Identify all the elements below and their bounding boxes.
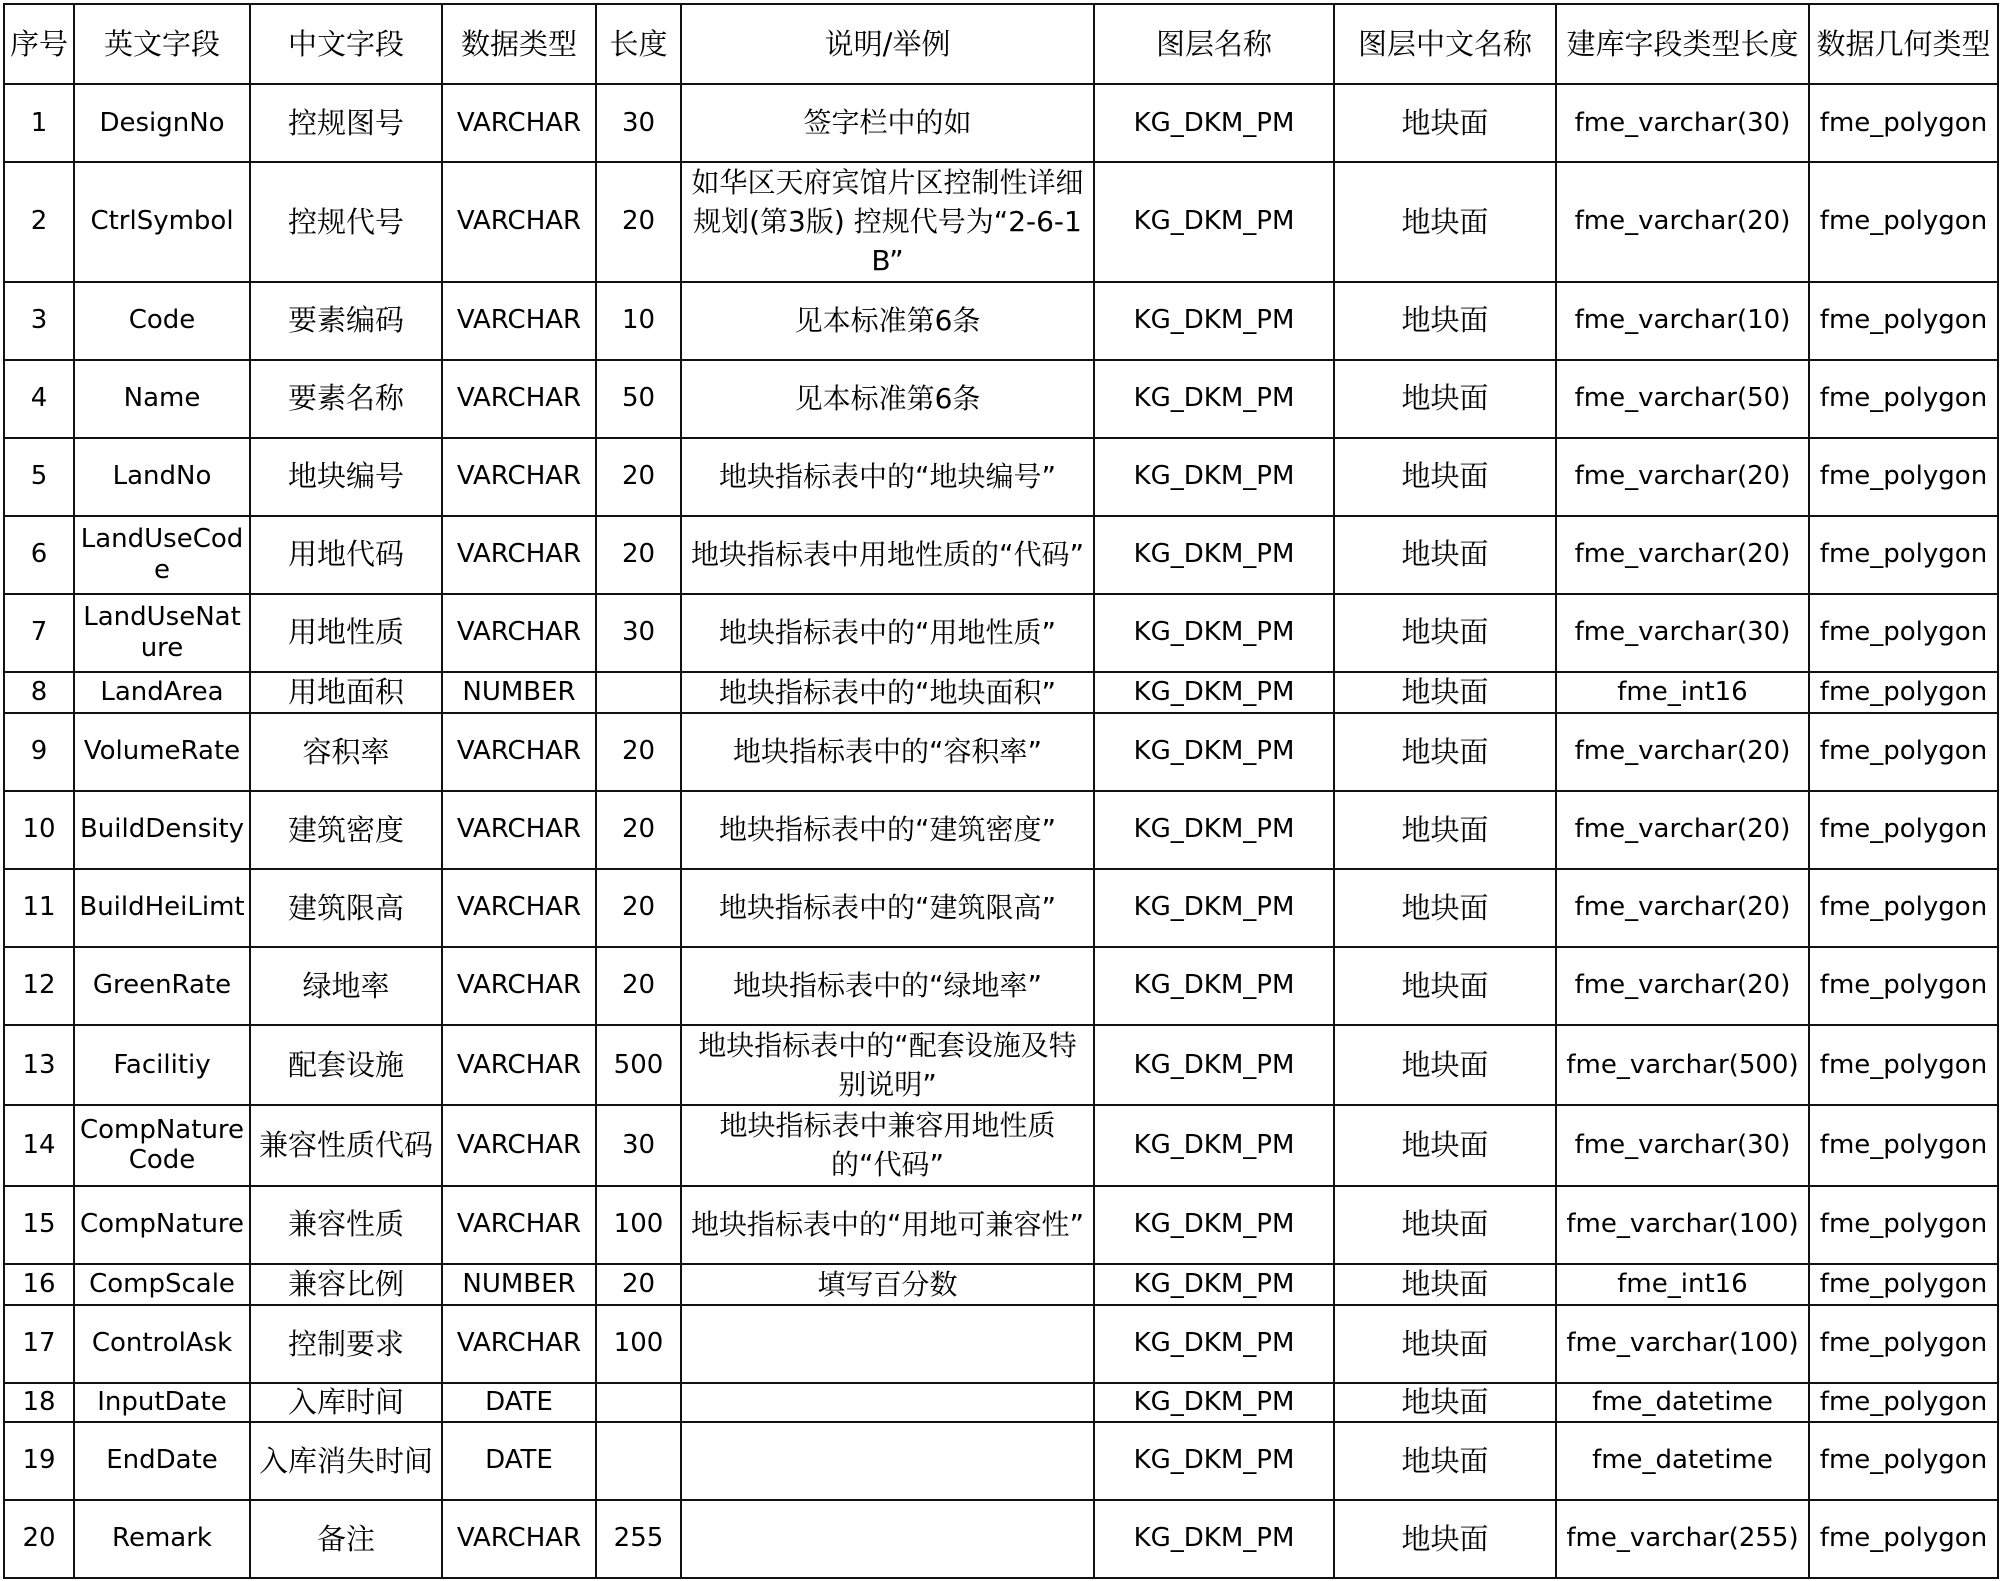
table-body bbox=[4, 84, 1998, 1578]
cell-data-type: VARCHAR bbox=[442, 1105, 596, 1185]
cell-length: 20 bbox=[596, 713, 681, 791]
header-cell-length: 长度 bbox=[596, 4, 681, 84]
cell-cn-field: 容积率 bbox=[250, 713, 442, 791]
cell-data-type: VARCHAR bbox=[442, 438, 596, 516]
cell-layer-cn-name: 地块面 bbox=[1334, 282, 1556, 360]
cell-en-field: BuildDensity bbox=[74, 791, 250, 869]
cell-geometry-type: fme_polygon bbox=[1809, 84, 1998, 162]
cell-description bbox=[681, 1500, 1094, 1578]
cell-db-field-type: fme_varchar(20) bbox=[1556, 791, 1809, 869]
cell-cn-field: 入库消失时间 bbox=[250, 1422, 442, 1500]
cell-description: 地块指标表中兼容用地性质的“代码” bbox=[681, 1105, 1094, 1185]
cell-length bbox=[596, 1422, 681, 1500]
header-cell-cn-field: 中文字段 bbox=[250, 4, 442, 84]
cell-description: 地块指标表中的“地块编号” bbox=[681, 438, 1094, 516]
cell-layer-name: KG_DKM_PM bbox=[1094, 1186, 1334, 1264]
table-row bbox=[4, 1105, 1998, 1185]
cell-no: 20 bbox=[4, 1500, 74, 1578]
cell-data-type: VARCHAR bbox=[442, 84, 596, 162]
cell-geometry-type: fme_polygon bbox=[1809, 516, 1998, 594]
cell-description: 填写百分数 bbox=[681, 1264, 1094, 1305]
cell-description: 地块指标表中的“地块面积” bbox=[681, 672, 1094, 713]
cell-no: 12 bbox=[4, 947, 74, 1025]
cell-no: 11 bbox=[4, 869, 74, 947]
cell-cn-field: 控制要求 bbox=[250, 1305, 442, 1383]
cell-cn-field: 用地代码 bbox=[250, 516, 442, 594]
cell-geometry-type: fme_polygon bbox=[1809, 438, 1998, 516]
cell-en-field: Remark bbox=[74, 1500, 250, 1578]
cell-layer-cn-name: 地块面 bbox=[1334, 1383, 1556, 1422]
cell-cn-field: 地块编号 bbox=[250, 438, 442, 516]
cell-data-type: VARCHAR bbox=[442, 594, 596, 672]
cell-layer-cn-name: 地块面 bbox=[1334, 84, 1556, 162]
cell-en-field: VolumeRate bbox=[74, 713, 250, 791]
cell-layer-cn-name: 地块面 bbox=[1334, 1105, 1556, 1185]
cell-layer-name: KG_DKM_PM bbox=[1094, 594, 1334, 672]
cell-no: 15 bbox=[4, 1186, 74, 1264]
cell-layer-cn-name: 地块面 bbox=[1334, 947, 1556, 1025]
table-row bbox=[4, 869, 1998, 947]
cell-layer-cn-name: 地块面 bbox=[1334, 162, 1556, 282]
cell-db-field-type: fme_varchar(30) bbox=[1556, 84, 1809, 162]
cell-data-type: VARCHAR bbox=[442, 1186, 596, 1264]
table-row bbox=[4, 1186, 1998, 1264]
cell-cn-field: 兼容性质代码 bbox=[250, 1105, 442, 1185]
cell-layer-cn-name: 地块面 bbox=[1334, 1025, 1556, 1105]
cell-description bbox=[681, 1422, 1094, 1500]
cell-no: 7 bbox=[4, 594, 74, 672]
cell-data-type: VARCHAR bbox=[442, 162, 596, 282]
cell-db-field-type: fme_varchar(100) bbox=[1556, 1186, 1809, 1264]
cell-length: 20 bbox=[596, 438, 681, 516]
cell-db-field-type: fme_varchar(30) bbox=[1556, 594, 1809, 672]
cell-description: 地块指标表中的“建筑限高” bbox=[681, 869, 1094, 947]
table-row bbox=[4, 1025, 1998, 1105]
cell-data-type: DATE bbox=[442, 1422, 596, 1500]
cell-layer-name: KG_DKM_PM bbox=[1094, 438, 1334, 516]
cell-data-type: VARCHAR bbox=[442, 1305, 596, 1383]
cell-geometry-type: fme_polygon bbox=[1809, 869, 1998, 947]
cell-description: 地块指标表中的“绿地率” bbox=[681, 947, 1094, 1025]
cell-db-field-type: fme_varchar(20) bbox=[1556, 438, 1809, 516]
cell-en-field: Name bbox=[74, 360, 250, 438]
cell-en-field: CompScale bbox=[74, 1264, 250, 1305]
cell-description: 地块指标表中的“建筑密度” bbox=[681, 791, 1094, 869]
cell-description: 地块指标表中的“用地性质” bbox=[681, 594, 1094, 672]
cell-cn-field: 备注 bbox=[250, 1500, 442, 1578]
cell-db-field-type: fme_varchar(100) bbox=[1556, 1305, 1809, 1383]
cell-geometry-type: fme_polygon bbox=[1809, 1025, 1998, 1105]
cell-db-field-type: fme_int16 bbox=[1556, 672, 1809, 713]
cell-description: 地块指标表中用地性质的“代码” bbox=[681, 516, 1094, 594]
cell-layer-name: KG_DKM_PM bbox=[1094, 672, 1334, 713]
cell-geometry-type: fme_polygon bbox=[1809, 947, 1998, 1025]
cell-en-field: InputDate bbox=[74, 1383, 250, 1422]
table-row bbox=[4, 1264, 1998, 1305]
cell-geometry-type: fme_polygon bbox=[1809, 162, 1998, 282]
cell-length: 100 bbox=[596, 1305, 681, 1383]
cell-length: 50 bbox=[596, 360, 681, 438]
cell-en-field: ControlAsk bbox=[74, 1305, 250, 1383]
cell-geometry-type: fme_polygon bbox=[1809, 791, 1998, 869]
cell-layer-name: KG_DKM_PM bbox=[1094, 84, 1334, 162]
cell-length: 500 bbox=[596, 1025, 681, 1105]
cell-db-field-type: fme_varchar(20) bbox=[1556, 947, 1809, 1025]
cell-length bbox=[596, 1383, 681, 1422]
table-row bbox=[4, 516, 1998, 594]
cell-en-field: CompNatureCode bbox=[74, 1105, 250, 1185]
cell-db-field-type: fme_varchar(20) bbox=[1556, 713, 1809, 791]
cell-cn-field: 兼容性质 bbox=[250, 1186, 442, 1264]
header-cell-en-field: 英文字段 bbox=[74, 4, 250, 84]
cell-db-field-type: fme_varchar(500) bbox=[1556, 1025, 1809, 1105]
cell-en-field: CtrlSymbol bbox=[74, 162, 250, 282]
cell-no: 3 bbox=[4, 282, 74, 360]
table-row bbox=[4, 791, 1998, 869]
cell-db-field-type: fme_varchar(255) bbox=[1556, 1500, 1809, 1578]
cell-data-type: VARCHAR bbox=[442, 1500, 596, 1578]
cell-geometry-type: fme_polygon bbox=[1809, 1422, 1998, 1500]
cell-cn-field: 建筑密度 bbox=[250, 791, 442, 869]
table-row bbox=[4, 713, 1998, 791]
cell-cn-field: 用地性质 bbox=[250, 594, 442, 672]
cell-en-field: Facilitiy bbox=[74, 1025, 250, 1105]
table-row bbox=[4, 1383, 1998, 1422]
cell-cn-field: 入库时间 bbox=[250, 1383, 442, 1422]
cell-layer-name: KG_DKM_PM bbox=[1094, 1264, 1334, 1305]
cell-layer-name: KG_DKM_PM bbox=[1094, 1025, 1334, 1105]
cell-layer-cn-name: 地块面 bbox=[1334, 438, 1556, 516]
cell-cn-field: 控规图号 bbox=[250, 84, 442, 162]
cell-layer-name: KG_DKM_PM bbox=[1094, 791, 1334, 869]
table-row bbox=[4, 1422, 1998, 1500]
cell-data-type: NUMBER bbox=[442, 1264, 596, 1305]
cell-layer-cn-name: 地块面 bbox=[1334, 791, 1556, 869]
cell-layer-cn-name: 地块面 bbox=[1334, 1500, 1556, 1578]
cell-db-field-type: fme_varchar(30) bbox=[1556, 1105, 1809, 1185]
cell-no: 9 bbox=[4, 713, 74, 791]
cell-db-field-type: fme_datetime bbox=[1556, 1383, 1809, 1422]
cell-no: 16 bbox=[4, 1264, 74, 1305]
cell-en-field: DesignNo bbox=[74, 84, 250, 162]
cell-length: 20 bbox=[596, 1264, 681, 1305]
cell-geometry-type: fme_polygon bbox=[1809, 672, 1998, 713]
cell-layer-cn-name: 地块面 bbox=[1334, 1422, 1556, 1500]
cell-description: 见本标准第6条 bbox=[681, 282, 1094, 360]
cell-layer-name: KG_DKM_PM bbox=[1094, 1105, 1334, 1185]
cell-length: 20 bbox=[596, 947, 681, 1025]
cell-en-field: LandUseCode bbox=[74, 516, 250, 594]
table-row bbox=[4, 672, 1998, 713]
header-cell-no: 序号 bbox=[4, 4, 74, 84]
cell-en-field: LandUseNature bbox=[74, 594, 250, 672]
cell-no: 14 bbox=[4, 1105, 74, 1185]
cell-en-field: BuildHeiLimt bbox=[74, 869, 250, 947]
cell-db-field-type: fme_varchar(20) bbox=[1556, 162, 1809, 282]
cell-geometry-type: fme_polygon bbox=[1809, 1264, 1998, 1305]
cell-cn-field: 要素名称 bbox=[250, 360, 442, 438]
cell-length: 100 bbox=[596, 1186, 681, 1264]
table-row bbox=[4, 1305, 1998, 1383]
header-row bbox=[4, 4, 1998, 84]
cell-layer-cn-name: 地块面 bbox=[1334, 1305, 1556, 1383]
cell-db-field-type: fme_varchar(10) bbox=[1556, 282, 1809, 360]
cell-layer-cn-name: 地块面 bbox=[1334, 869, 1556, 947]
header-cell-description: 说明/举例 bbox=[681, 4, 1094, 84]
cell-data-type: VARCHAR bbox=[442, 947, 596, 1025]
cell-db-field-type: fme_datetime bbox=[1556, 1422, 1809, 1500]
cell-geometry-type: fme_polygon bbox=[1809, 1305, 1998, 1383]
cell-no: 6 bbox=[4, 516, 74, 594]
table-row bbox=[4, 438, 1998, 516]
cell-layer-name: KG_DKM_PM bbox=[1094, 162, 1334, 282]
cell-data-type: VARCHAR bbox=[442, 360, 596, 438]
cell-geometry-type: fme_polygon bbox=[1809, 282, 1998, 360]
table-row bbox=[4, 282, 1998, 360]
cell-layer-name: KG_DKM_PM bbox=[1094, 713, 1334, 791]
cell-length: 20 bbox=[596, 162, 681, 282]
header-cell-db-field-type: 建库字段类型长度 bbox=[1556, 4, 1809, 84]
cell-no: 1 bbox=[4, 84, 74, 162]
cell-length: 30 bbox=[596, 1105, 681, 1185]
table-row bbox=[4, 947, 1998, 1025]
cell-geometry-type: fme_polygon bbox=[1809, 360, 1998, 438]
cell-data-type: NUMBER bbox=[442, 672, 596, 713]
header-cell-layer-name: 图层名称 bbox=[1094, 4, 1334, 84]
cell-geometry-type: fme_polygon bbox=[1809, 1383, 1998, 1422]
cell-data-type: VARCHAR bbox=[442, 869, 596, 947]
cell-data-type: DATE bbox=[442, 1383, 596, 1422]
cell-geometry-type: fme_polygon bbox=[1809, 1500, 1998, 1578]
cell-layer-cn-name: 地块面 bbox=[1334, 1186, 1556, 1264]
cell-layer-name: KG_DKM_PM bbox=[1094, 282, 1334, 360]
cell-layer-cn-name: 地块面 bbox=[1334, 360, 1556, 438]
cell-description: 地块指标表中的“用地可兼容性” bbox=[681, 1186, 1094, 1264]
cell-layer-name: KG_DKM_PM bbox=[1094, 360, 1334, 438]
cell-no: 4 bbox=[4, 360, 74, 438]
cell-description: 见本标准第6条 bbox=[681, 360, 1094, 438]
cell-cn-field: 建筑限高 bbox=[250, 869, 442, 947]
table-row bbox=[4, 162, 1998, 282]
cell-layer-name: KG_DKM_PM bbox=[1094, 869, 1334, 947]
header-cell-geometry-type: 数据几何类型 bbox=[1809, 4, 1998, 84]
cell-geometry-type: fme_polygon bbox=[1809, 594, 1998, 672]
cell-db-field-type: fme_int16 bbox=[1556, 1264, 1809, 1305]
cell-layer-name: KG_DKM_PM bbox=[1094, 1422, 1334, 1500]
cell-layer-cn-name: 地块面 bbox=[1334, 594, 1556, 672]
cell-layer-name: KG_DKM_PM bbox=[1094, 1305, 1334, 1383]
table-row bbox=[4, 1500, 1998, 1578]
cell-en-field: Code bbox=[74, 282, 250, 360]
cell-layer-cn-name: 地块面 bbox=[1334, 672, 1556, 713]
cell-cn-field: 控规代号 bbox=[250, 162, 442, 282]
cell-data-type: VARCHAR bbox=[442, 713, 596, 791]
cell-layer-name: KG_DKM_PM bbox=[1094, 947, 1334, 1025]
cell-description: 签字栏中的如 bbox=[681, 84, 1094, 162]
cell-no: 2 bbox=[4, 162, 74, 282]
header-cell-layer-cn-name: 图层中文名称 bbox=[1334, 4, 1556, 84]
cell-layer-name: KG_DKM_PM bbox=[1094, 1500, 1334, 1578]
cell-length: 20 bbox=[596, 516, 681, 594]
table-row bbox=[4, 360, 1998, 438]
cell-cn-field: 要素编码 bbox=[250, 282, 442, 360]
cell-en-field: GreenRate bbox=[74, 947, 250, 1025]
cell-length: 10 bbox=[596, 282, 681, 360]
cell-geometry-type: fme_polygon bbox=[1809, 713, 1998, 791]
cell-length: 30 bbox=[596, 594, 681, 672]
cell-length bbox=[596, 672, 681, 713]
cell-db-field-type: fme_varchar(20) bbox=[1556, 516, 1809, 594]
cell-layer-name: KG_DKM_PM bbox=[1094, 516, 1334, 594]
cell-data-type: VARCHAR bbox=[442, 516, 596, 594]
cell-geometry-type: fme_polygon bbox=[1809, 1105, 1998, 1185]
header-cell-data-type: 数据类型 bbox=[442, 4, 596, 84]
cell-db-field-type: fme_varchar(20) bbox=[1556, 869, 1809, 947]
cell-data-type: VARCHAR bbox=[442, 1025, 596, 1105]
cell-description: 如华区天府宾馆片区控制性详细规划(第3版) 控规代号为“2-6-1B” bbox=[681, 162, 1094, 282]
cell-layer-cn-name: 地块面 bbox=[1334, 1264, 1556, 1305]
table-row bbox=[4, 84, 1998, 162]
cell-description: 地块指标表中的“配套设施及特别说明” bbox=[681, 1025, 1094, 1105]
cell-no: 10 bbox=[4, 791, 74, 869]
cell-data-type: VARCHAR bbox=[442, 791, 596, 869]
cell-description: 地块指标表中的“容积率” bbox=[681, 713, 1094, 791]
cell-data-type: VARCHAR bbox=[442, 282, 596, 360]
cell-en-field: EndDate bbox=[74, 1422, 250, 1500]
cell-no: 5 bbox=[4, 438, 74, 516]
field-definition-table bbox=[3, 3, 1999, 1579]
cell-no: 13 bbox=[4, 1025, 74, 1105]
cell-cn-field: 配套设施 bbox=[250, 1025, 442, 1105]
cell-no: 19 bbox=[4, 1422, 74, 1500]
cell-description bbox=[681, 1383, 1094, 1422]
cell-length: 30 bbox=[596, 84, 681, 162]
cell-length: 20 bbox=[596, 869, 681, 947]
cell-no: 8 bbox=[4, 672, 74, 713]
cell-en-field: LandArea bbox=[74, 672, 250, 713]
cell-cn-field: 兼容比例 bbox=[250, 1264, 442, 1305]
cell-no: 17 bbox=[4, 1305, 74, 1383]
cell-cn-field: 绿地率 bbox=[250, 947, 442, 1025]
cell-en-field: LandNo bbox=[74, 438, 250, 516]
cell-layer-cn-name: 地块面 bbox=[1334, 516, 1556, 594]
cell-length: 20 bbox=[596, 791, 681, 869]
table-row bbox=[4, 594, 1998, 672]
cell-geometry-type: fme_polygon bbox=[1809, 1186, 1998, 1264]
cell-en-field: CompNature bbox=[74, 1186, 250, 1264]
cell-length: 255 bbox=[596, 1500, 681, 1578]
cell-layer-name: KG_DKM_PM bbox=[1094, 1383, 1334, 1422]
cell-no: 18 bbox=[4, 1383, 74, 1422]
cell-description bbox=[681, 1305, 1094, 1383]
cell-cn-field: 用地面积 bbox=[250, 672, 442, 713]
cell-layer-cn-name: 地块面 bbox=[1334, 713, 1556, 791]
cell-db-field-type: fme_varchar(50) bbox=[1556, 360, 1809, 438]
